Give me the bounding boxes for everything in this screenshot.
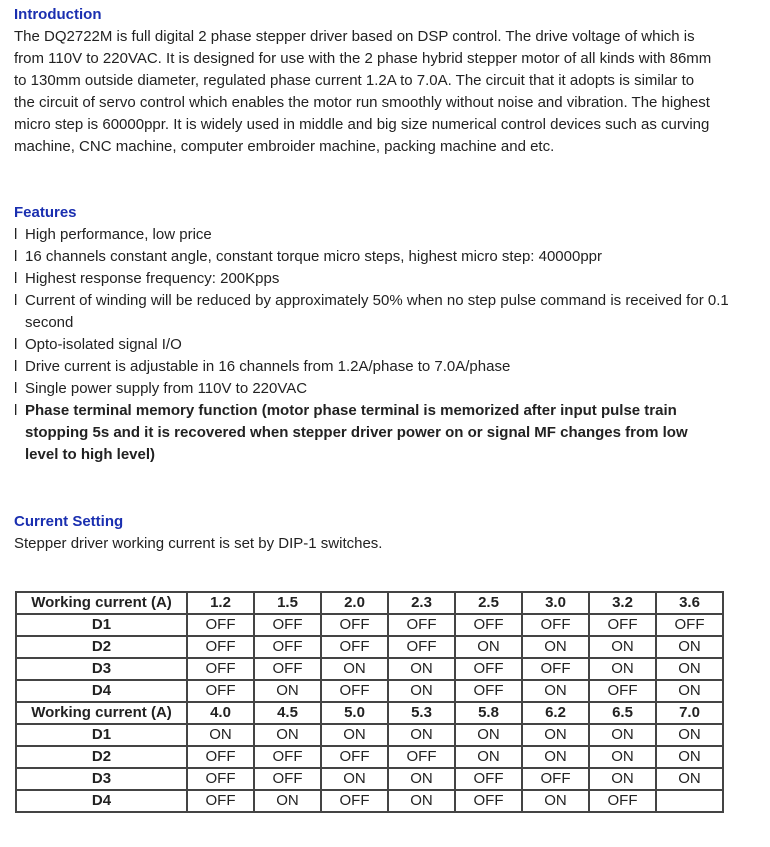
bullet-icon: l (14, 380, 18, 397)
switch-state-cell: OFF (187, 614, 254, 636)
switch-state-cell: ON (656, 724, 723, 746)
feature-text: Single power supply from 110V to 220VAC (25, 380, 308, 397)
switch-state-cell: OFF (187, 658, 254, 680)
switch-label: D3 (16, 658, 187, 680)
current-setting-description: Stepper driver working current is set by DIP-1 switches. (14, 535, 383, 552)
switch-state-cell: ON (656, 680, 723, 702)
switch-state-cell: OFF (187, 680, 254, 702)
switch-state-cell: OFF (656, 614, 723, 636)
switch-state-cell: OFF (455, 768, 522, 790)
switch-label: D4 (16, 790, 187, 812)
current-value-cell: 5.3 (388, 702, 455, 724)
features-heading: Features (14, 204, 77, 221)
switch-state-cell: OFF (254, 636, 321, 658)
switch-state-cell: OFF (321, 746, 388, 768)
switch-label: D1 (16, 724, 187, 746)
switch-state-cell: OFF (522, 658, 589, 680)
switch-state-cell: OFF (187, 636, 254, 658)
switch-state-cell: ON (254, 680, 321, 702)
intro-line: from 110V to 220VAC. It is designed for use with the 2 phase hybrid stepper motor of all kinds with 86mm (14, 50, 712, 67)
feature-item (14, 246, 754, 268)
switch-state-cell: ON (522, 724, 589, 746)
switch-state-cell: OFF (589, 614, 656, 636)
switch-state-cell: ON (455, 724, 522, 746)
feature-text: Phase terminal memory function (motor phase terminal is memorized after input pulse train stopping 5s and it is recovered when stepper driver power on or signal MF changes from low level to high level) (25, 402, 688, 463)
feature-text: Current of winding will be reduced by approximately 50% when no step pulse command is received for 0.1 second (25, 292, 729, 331)
intro-line: to 130mm outside diameter, regulated phase current 1.2A to 7.0A. The circuit that it adopts is similar to (14, 72, 695, 89)
current-header-row (16, 702, 723, 724)
switch-state-cell: ON (455, 636, 522, 658)
current-header-row (16, 592, 723, 614)
dip-switch-row (16, 724, 723, 746)
switch-state-cell: OFF (589, 680, 656, 702)
switch-state-cell: OFF (388, 614, 455, 636)
switch-state-cell: ON (522, 636, 589, 658)
switch-state-cell: ON (388, 658, 455, 680)
switch-state-cell: OFF (321, 614, 388, 636)
switch-state-cell: ON (388, 768, 455, 790)
switch-label: D2 (16, 746, 187, 768)
intro-line: The DQ2722M is full digital 2 phase stepper driver based on DSP control. The drive voltage of which is (14, 28, 695, 45)
switch-state-cell: OFF (254, 768, 321, 790)
switch-state-cell: OFF (187, 746, 254, 768)
working-current-label: Working current (A) (16, 592, 187, 614)
switch-state-cell: OFF (187, 768, 254, 790)
dip-switch-row (16, 746, 723, 768)
switch-state-cell: OFF (388, 746, 455, 768)
switch-state-cell: OFF (321, 636, 388, 658)
switch-state-cell: OFF (254, 614, 321, 636)
feature-item (14, 268, 754, 290)
current-value-cell: 3.2 (589, 592, 656, 614)
switch-state-cell: ON (522, 746, 589, 768)
switch-state-cell: OFF (455, 680, 522, 702)
switch-label: D2 (16, 636, 187, 658)
current-value-cell: 7.0 (656, 702, 723, 724)
features-list (14, 224, 754, 466)
feature-text: 16 channels constant angle, constant torque micro steps, highest micro step: 40000ppr (25, 248, 603, 265)
current-value-cell: 3.0 (522, 592, 589, 614)
intro-line: machine, CNC machine, computer embroider machine, packing machine and etc. (14, 138, 555, 155)
switch-state-cell: ON (522, 680, 589, 702)
dip-switch-row (16, 680, 723, 702)
bullet-icon: l (14, 358, 18, 375)
switch-label: D4 (16, 680, 187, 702)
switch-state-cell: ON (656, 768, 723, 790)
switch-state-cell: ON (589, 724, 656, 746)
dip-switch-row (16, 658, 723, 680)
intro-line: the circuit of servo control which enables the motor run smoothly without noise and vibration. The highest (14, 94, 710, 111)
switch-state-cell: ON (589, 768, 656, 790)
switch-state-cell: ON (522, 790, 589, 812)
current-value-cell: 6.2 (522, 702, 589, 724)
switch-state-cell: OFF (321, 680, 388, 702)
working-current-label: Working current (A) (16, 702, 187, 724)
switch-state-cell: OFF (522, 768, 589, 790)
switch-state-cell: ON (254, 724, 321, 746)
current-value-cell: 2.0 (321, 592, 388, 614)
feature-item (14, 400, 754, 466)
current-value-cell: 1.5 (254, 592, 321, 614)
switch-label: D3 (16, 768, 187, 790)
switch-state-cell: OFF (589, 790, 656, 812)
dip-switch-row (16, 636, 723, 658)
switch-state-cell: ON (187, 724, 254, 746)
feature-item (14, 334, 754, 356)
switch-state-cell: OFF (187, 790, 254, 812)
introduction-section (14, 4, 754, 158)
introduction-heading: Introduction (14, 6, 102, 23)
switch-state-cell: ON (589, 746, 656, 768)
switch-state-cell: OFF (388, 636, 455, 658)
switch-state-cell: ON (321, 768, 388, 790)
switch-state-cell: ON (321, 724, 388, 746)
feature-text: Highest response frequency: 200Kpps (25, 270, 280, 287)
dip-switch-row (16, 790, 723, 812)
bullet-icon: l (14, 226, 18, 243)
bullet-icon: l (14, 270, 18, 287)
feature-text: High performance, low price (25, 226, 212, 243)
current-value-cell: 5.8 (455, 702, 522, 724)
feature-text: Drive current is adjustable in 16 channels from 1.2A/phase to 7.0A/phase (25, 358, 511, 375)
switch-state-cell (656, 790, 723, 812)
switch-state-cell: OFF (321, 790, 388, 812)
current-value-cell: 2.5 (455, 592, 522, 614)
switch-state-cell: ON (388, 724, 455, 746)
current-value-cell: 4.0 (187, 702, 254, 724)
switch-state-cell: ON (589, 658, 656, 680)
current-setting-heading: Current Setting (14, 513, 124, 530)
switch-state-cell: OFF (455, 790, 522, 812)
bullet-icon: l (14, 248, 18, 265)
switch-state-cell: OFF (455, 614, 522, 636)
current-value-cell: 4.5 (254, 702, 321, 724)
switch-state-cell: ON (656, 746, 723, 768)
switch-state-cell: ON (254, 790, 321, 812)
bullet-icon: l (14, 336, 18, 353)
feature-text: Opto-isolated signal I/O (25, 336, 182, 353)
dip-switch-row (16, 768, 723, 790)
introduction-body (14, 26, 754, 158)
switch-label: D1 (16, 614, 187, 636)
switch-state-cell: ON (455, 746, 522, 768)
switch-state-cell: ON (656, 636, 723, 658)
feature-item (14, 224, 754, 246)
feature-item (14, 290, 754, 334)
current-value-cell: 2.3 (388, 592, 455, 614)
bullet-icon: l (14, 402, 18, 419)
switch-state-cell: OFF (254, 746, 321, 768)
current-value-cell: 6.5 (589, 702, 656, 724)
switch-state-cell: ON (388, 790, 455, 812)
current-value-cell: 1.2 (187, 592, 254, 614)
switch-state-cell: ON (589, 636, 656, 658)
dip-switch-table (15, 591, 724, 813)
switch-state-cell: ON (656, 658, 723, 680)
bullet-icon: l (14, 292, 18, 309)
dip-switch-row (16, 614, 723, 636)
switch-state-cell: OFF (522, 614, 589, 636)
switch-state-cell: OFF (254, 658, 321, 680)
current-value-cell: 3.6 (656, 592, 723, 614)
switch-state-cell: ON (388, 680, 455, 702)
current-value-cell: 5.0 (321, 702, 388, 724)
features-section (14, 202, 754, 466)
switch-state-cell: OFF (455, 658, 522, 680)
feature-item (14, 378, 754, 400)
switch-state-cell: ON (321, 658, 388, 680)
feature-item (14, 356, 754, 378)
intro-line: micro step is 60000ppr. It is widely used in middle and big size numerical control devices such as curving (14, 116, 710, 133)
current-setting-section (14, 511, 754, 555)
